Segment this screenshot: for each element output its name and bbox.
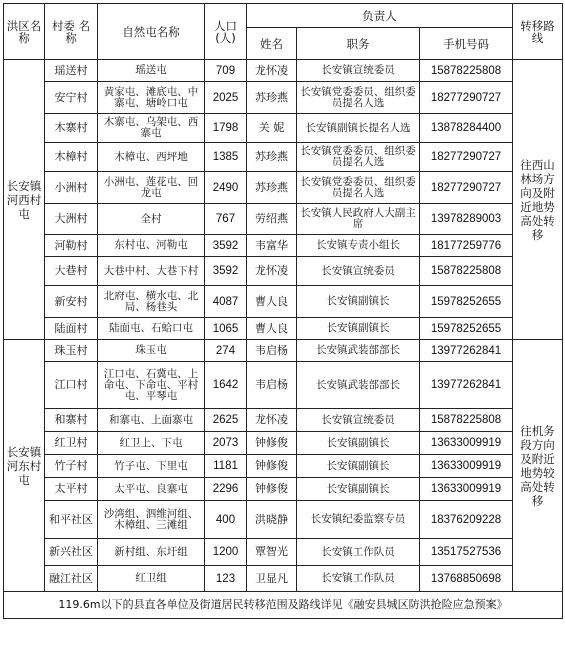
district-cell: 长安镇河东村屯 [4,340,45,592]
phone-cell: 13878284400 [420,114,513,143]
population-cell: 709 [205,60,247,82]
population-cell: 274 [205,340,247,362]
phone-cell: 18376209228 [420,501,513,539]
village-cell: 木樟村 [45,143,98,172]
table-row [4,82,563,114]
population-cell: 400 [205,501,247,539]
population-cell: 2490 [205,172,247,204]
population-cell: 2296 [205,478,247,501]
table-row [4,478,563,501]
hamlet-cell: 沙湾组、泗维河组、木樟组、三滩组 [98,501,205,539]
hamlet-cell: 东村屯、河勒屯 [98,235,205,257]
position-cell: 长安镇宣统委员 [297,60,420,82]
phone-cell: 18277290727 [420,143,513,172]
village-cell: 竹子村 [45,455,98,478]
name-cell: 劳绍燕 [247,204,297,235]
name-cell: 卫显凡 [247,566,297,592]
population-cell: 2625 [205,409,247,432]
position-cell: 长安镇武装部部长 [297,362,420,409]
header-population: 人口(人) [205,4,247,60]
village-cell: 和平社区 [45,501,98,539]
table-row [4,235,563,257]
hamlet-cell: 大巷中村、大巷下村 [98,257,205,286]
village-cell: 小洲村 [45,172,98,204]
position-cell: 长安镇副镇长 [297,286,420,318]
hamlet-cell: 红卫上、下屯 [98,432,205,455]
evacuation-table [3,3,563,619]
village-cell: 红卫村 [45,432,98,455]
name-cell: 龙怀凌 [247,60,297,82]
name-cell: 龙怀凌 [247,257,297,286]
phone-cell: 15878225808 [420,60,513,82]
phone-cell: 18177259776 [420,235,513,257]
phone-cell: 13633009919 [420,455,513,478]
table-row [4,409,563,432]
village-cell: 新兴社区 [45,539,98,566]
position-cell: 长安镇副镇长 [297,455,420,478]
table-row [4,501,563,539]
phone-cell: 18277290727 [420,172,513,204]
phone-cell: 13768850698 [420,566,513,592]
population-cell: 1798 [205,114,247,143]
village-cell: 大巷村 [45,257,98,286]
hamlet-cell: 红卫组 [98,566,205,592]
name-cell: 韦富华 [247,235,297,257]
header-phone: 手机号码 [420,28,513,60]
village-cell: 融江社区 [45,566,98,592]
population-cell: 123 [205,566,247,592]
population-cell: 3592 [205,235,247,257]
village-cell: 陆面村 [45,318,98,340]
phone-cell: 15978252655 [420,286,513,318]
name-cell: 关 妮 [247,114,297,143]
village-cell: 和寨村 [45,409,98,432]
hamlet-cell: 黄家屯、滩底屯、中寨屯、塘岭口屯 [98,82,205,114]
table-row [4,318,563,340]
name-cell: 洪晓静 [247,501,297,539]
table-row [4,286,563,318]
route-cell: 往西山林场方向及附近地势高处转移 [513,60,563,340]
village-cell: 珠玉村 [45,340,98,362]
header-hamlet: 自然屯名称 [98,4,205,60]
table-row [4,455,563,478]
hamlet-cell: 珠玉屯 [98,340,205,362]
village-cell: 河勒村 [45,235,98,257]
name-cell: 苏珍燕 [247,143,297,172]
population-cell: 1642 [205,362,247,409]
hamlet-cell: 江口屯、石冀屯、上命屯、下命屯、平村屯、平琴屯 [98,362,205,409]
name-cell: 韦启杨 [247,362,297,409]
name-cell: 钟修俊 [247,478,297,501]
position-cell: 长安镇副镇长 [297,318,420,340]
population-cell: 1200 [205,539,247,566]
hamlet-cell: 竹子屯、下里屯 [98,455,205,478]
header-village: 村委 名称 [45,4,98,60]
position-cell: 长安镇工作队员 [297,566,420,592]
hamlet-cell: 木寨屯、乌架屯、西寨屯 [98,114,205,143]
village-cell: 新安村 [45,286,98,318]
population-cell: 4087 [205,286,247,318]
header-responsible: 负责人 [247,4,513,28]
position-cell: 长安镇专责小组长 [297,235,420,257]
phone-cell: 18277290727 [420,82,513,114]
district-cell: 长安镇河西村屯 [4,60,45,340]
name-cell: 苏珍燕 [247,82,297,114]
phone-cell: 13978289003 [420,204,513,235]
village-cell: 大洲村 [45,204,98,235]
hamlet-cell: 木樟屯、西坪地 [98,143,205,172]
village-cell: 太平村 [45,478,98,501]
phone-cell: 15878225808 [420,257,513,286]
hamlet-cell: 全村 [98,204,205,235]
table-row [4,172,563,204]
hamlet-cell: 太平屯、良寨屯 [98,478,205,501]
name-cell: 覃智光 [247,539,297,566]
population-cell: 1181 [205,455,247,478]
table-body [4,60,563,592]
population-cell: 1065 [205,318,247,340]
village-cell: 江口村 [45,362,98,409]
phone-cell: 15978252655 [420,318,513,340]
table-row [4,340,563,362]
position-cell: 长安镇工作队员 [297,539,420,566]
position-cell: 长安镇宣统委员 [297,257,420,286]
table-row [4,539,563,566]
phone-cell: 15878225808 [420,409,513,432]
table-row [4,114,563,143]
table-row [4,204,563,235]
population-cell: 2073 [205,432,247,455]
header-name: 姓名 [247,28,297,60]
hamlet-cell: 陆面屯、石蛤口屯 [98,318,205,340]
position-cell: 长安镇宣统委员 [297,409,420,432]
name-cell: 苏珍燕 [247,172,297,204]
position-cell: 长安镇党委委员、组织委员提名人选 [297,82,420,114]
population-cell: 1385 [205,143,247,172]
position-cell: 长安镇武装部部长 [297,340,420,362]
table-row [4,143,563,172]
village-cell: 木寨村 [45,114,98,143]
hamlet-cell: 小洲屯、莲花屯、回龙屯 [98,172,205,204]
phone-cell: 13633009919 [420,478,513,501]
name-cell: 韦启杨 [247,340,297,362]
hamlet-cell: 和寨屯、上面寨屯 [98,409,205,432]
table-row [4,566,563,592]
population-cell: 2025 [205,82,247,114]
population-cell: 767 [205,204,247,235]
phone-cell: 13517527536 [420,539,513,566]
position-cell: 长安镇副镇长 [297,478,420,501]
village-cell: 瑶送村 [45,60,98,82]
name-cell: 曹人良 [247,286,297,318]
position-cell: 长安镇党委委员、组织委员提名人选 [297,172,420,204]
table-row [4,432,563,455]
table-row [4,362,563,409]
table-row [4,257,563,286]
position-cell: 长安镇人民政府人大副主席 [297,204,420,235]
phone-cell: 13633009919 [420,432,513,455]
population-cell: 3592 [205,257,247,286]
footer-note: 119.6m以下的县直各单位及街道居民转移范围及路线详见《融安县城区防洪抢险应急预案》 [4,592,563,619]
phone-cell: 13977262841 [420,362,513,409]
route-cell: 往机务段方向及附近地势较高处转移 [513,340,563,592]
phone-cell: 13977262841 [420,340,513,362]
header-position: 职务 [297,28,420,60]
name-cell: 曹人良 [247,318,297,340]
header-route: 转移路线 [513,4,563,60]
village-cell: 安宁村 [45,82,98,114]
table-row [4,60,563,82]
header-district: 洪区名称 [4,4,45,60]
position-cell: 长安镇纪委监察专员 [297,501,420,539]
hamlet-cell: 新村组、东圩组 [98,539,205,566]
name-cell: 钟修俊 [247,432,297,455]
position-cell: 长安镇党委委员、组织委员提名人选 [297,143,420,172]
hamlet-cell: 瑶送屯 [98,60,205,82]
name-cell: 龙怀凌 [247,409,297,432]
position-cell: 长安镇副镇长 [297,432,420,455]
position-cell: 长安镇副镇长提名人选 [297,114,420,143]
hamlet-cell: 北府屯、横水屯、北局、杨巷头 [98,286,205,318]
name-cell: 钟修俊 [247,455,297,478]
